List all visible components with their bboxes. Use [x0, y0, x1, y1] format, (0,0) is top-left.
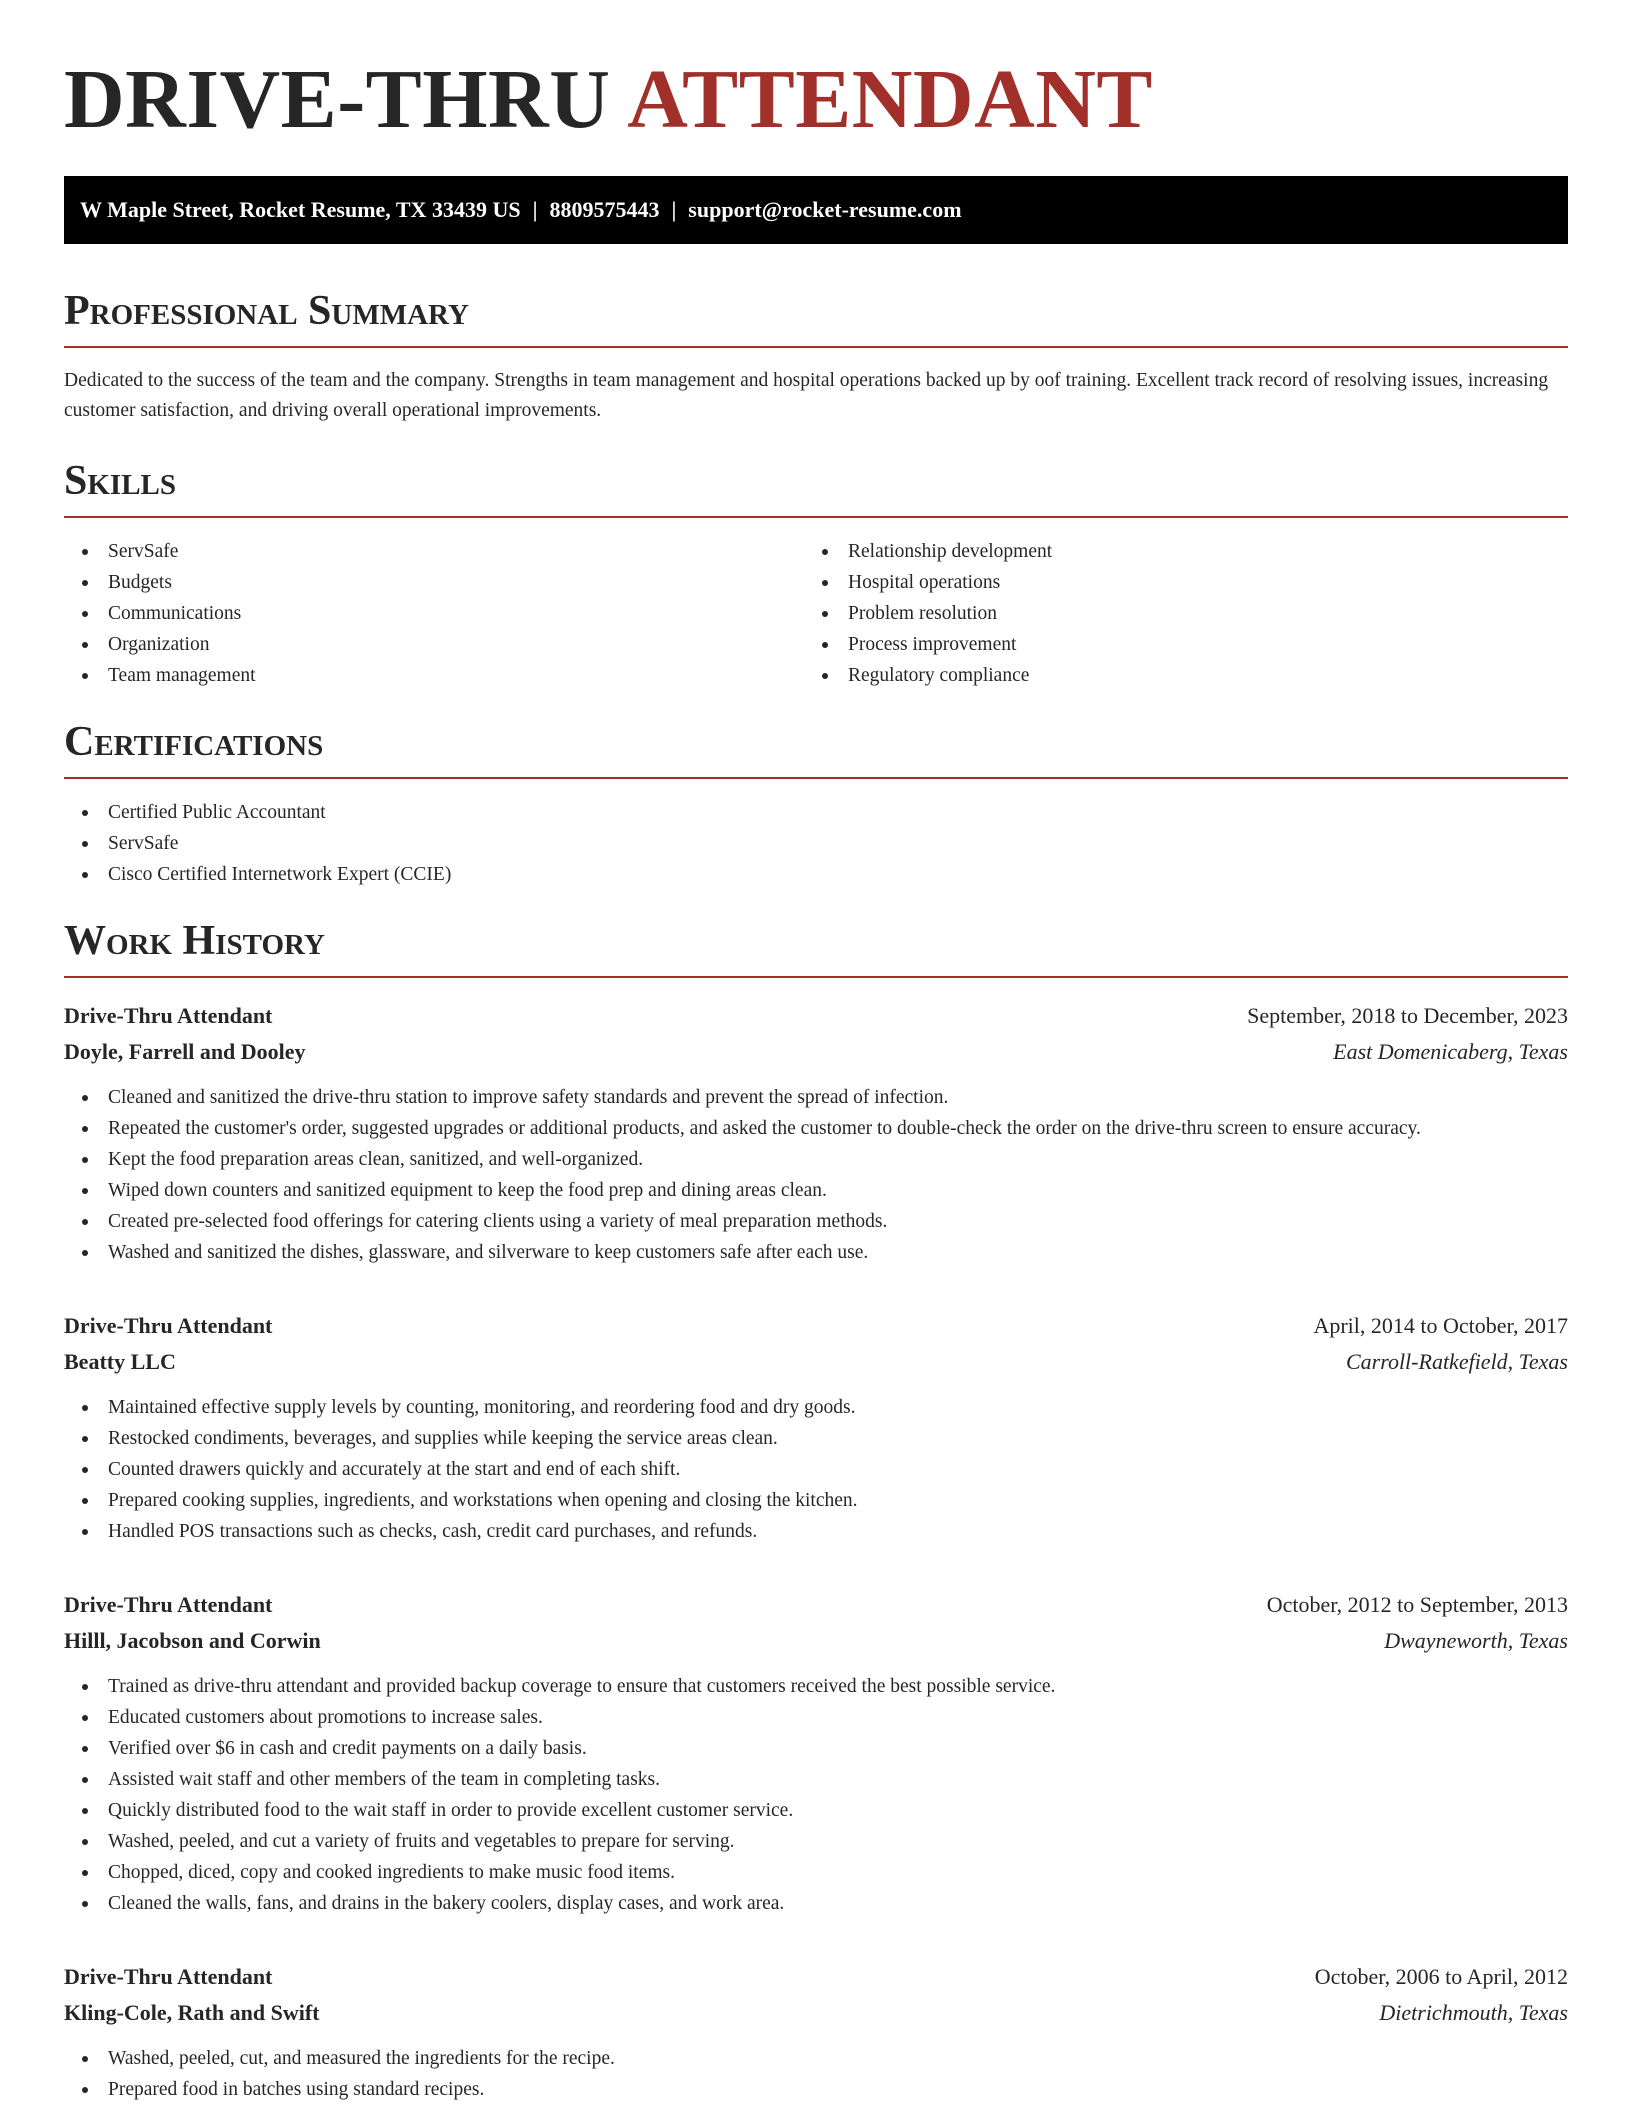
skill-item: ServSafe: [64, 536, 804, 567]
work-history-heading: Work History: [64, 920, 1568, 978]
job-duties-list: [64, 2043, 1568, 2105]
skills-heading: Skills: [64, 460, 1568, 518]
job-entry: [64, 1959, 1568, 2105]
job-duty-item: Verified over $6 in cash and credit payments on a daily basis.: [64, 1733, 1568, 1764]
job-duty-item: Cleaned and sanitized the drive-thru station to improve safety standards and prevent the spread of infection.: [64, 1082, 1568, 1113]
job-dates: April, 2014 to October, 2017: [1313, 1313, 1568, 1338]
job-dates: October, 2012 to September, 2013: [1266, 1592, 1568, 1617]
skills-column-left: [64, 536, 804, 691]
job-header-row: [64, 998, 1568, 1034]
job-duty-item: Trained as drive-thru attendant and provided backup coverage to ensure that customers received the best possible service.: [64, 1671, 1568, 1702]
job-company-row: [64, 1623, 1568, 1659]
job-duty-item: Handled POS transactions such as checks, cash, credit card purchases, and refunds.: [64, 1516, 1568, 1547]
job-header-row: [64, 1959, 1568, 1995]
job-duty-item: Cleaned the walls, fans, and drains in the bakery coolers, display cases, and work area.: [64, 1888, 1568, 1919]
certification-item: Certified Public Accountant: [64, 797, 1568, 828]
job-duty-item: Created pre-selected food offerings for catering clients using a variety of meal preparation methods.: [64, 1206, 1568, 1237]
job-duties-list: [64, 1082, 1568, 1268]
job-duty-item: Counted drawers quickly and accurately at the start and end of each shift.: [64, 1454, 1568, 1485]
job-dates: October, 2006 to April, 2012: [1314, 1964, 1568, 1989]
skill-item: Relationship development: [804, 536, 1544, 567]
job-company-row: [64, 1344, 1568, 1380]
skill-item: Process improvement: [804, 629, 1544, 660]
job-duty-item: Quickly distributed food to the wait staff in order to provide excellent customer service.: [64, 1795, 1568, 1826]
job-duty-item: Washed and sanitized the dishes, glassware, and silverware to keep customers safe after each use.: [64, 1237, 1568, 1268]
job-duty-item: Kept the food preparation areas clean, sanitized, and well-organized.: [64, 1144, 1568, 1175]
job-location: East Domenicaberg, Texas: [1333, 1039, 1568, 1064]
job-duty-item: Prepared cooking supplies, ingredients, and workstations when opening and closing the kitchen.: [64, 1485, 1568, 1516]
contact-separator: |: [532, 197, 538, 222]
job-duty-item: Restocked condiments, beverages, and supplies while keeping the service areas clean.: [64, 1423, 1568, 1454]
contact-email: support@rocket-resume.com: [688, 197, 962, 222]
skill-item: Communications: [64, 598, 804, 629]
contact-phone: 8809575443: [549, 197, 660, 222]
resume-name: [64, 0, 1568, 160]
job-location: Dietrichmouth, Texas: [1379, 2000, 1568, 2025]
job-entry: [64, 1308, 1568, 1547]
job-duty-item: Washed, peeled, cut, and measured the ingredients for the recipe.: [64, 2043, 1568, 2074]
skill-item: Budgets: [64, 567, 804, 598]
skills-grid: [64, 536, 1568, 691]
job-duty-item: Chopped, diced, copy and cooked ingredients to make music food items.: [64, 1857, 1568, 1888]
job-duty-item: Washed, peeled, and cut a variety of fruits and vegetables to prepare for serving.: [64, 1826, 1568, 1857]
skill-item: Problem resolution: [804, 598, 1544, 629]
skill-item: Organization: [64, 629, 804, 660]
skill-item: Hospital operations: [804, 567, 1544, 598]
job-entry: [64, 998, 1568, 1268]
job-company: Beatty LLC: [64, 1349, 176, 1374]
summary-heading: Professional Summary: [64, 290, 1568, 348]
job-title: Drive-Thru Attendant: [64, 1964, 273, 1989]
job-duty-item: Assisted wait staff and other members of the team in completing tasks.: [64, 1764, 1568, 1795]
job-company-row: [64, 1995, 1568, 2031]
summary-text: Dedicated to the success of the team and the company. Strengths in team management and hospital operations backed up by oof training. Excellent track record of resolving issues, increasing customer satisfaction, and driving overall operational improvements.: [64, 370, 1549, 421]
job-company: Hilll, Jacobson and Corwin: [64, 1628, 321, 1653]
job-dates: September, 2018 to December, 2023: [1247, 1003, 1568, 1028]
job-company: Kling-Cole, Rath and Swift: [64, 2000, 320, 2025]
certification-item: ServSafe: [64, 828, 1568, 859]
resume-page: [64, 0, 1568, 2105]
certification-item: Cisco Certified Internetwork Expert (CCIE): [64, 859, 1568, 890]
contact-separator: |: [671, 197, 677, 222]
job-duty-item: Maintained effective supply levels by counting, monitoring, and reordering food and dry goods.: [64, 1392, 1568, 1423]
job-title: Drive-Thru Attendant: [64, 1003, 273, 1028]
job-title: Drive-Thru Attendant: [64, 1313, 273, 1338]
job-duties-list: [64, 1671, 1568, 1919]
job-duty-item: Prepared food in batches using standard recipes.: [64, 2074, 1568, 2105]
job-entry: [64, 1587, 1568, 1919]
certifications-heading: Certifications: [64, 721, 1568, 779]
job-header-row: [64, 1308, 1568, 1344]
skills-column-right: [804, 536, 1544, 691]
name-first-part: DRIVE-THRU: [64, 53, 611, 146]
job-company: Doyle, Farrell and Dooley: [64, 1039, 306, 1064]
job-duty-item: Educated customers about promotions to increase sales.: [64, 1702, 1568, 1733]
job-location: Carroll-Ratkefield, Texas: [1345, 1349, 1568, 1374]
job-duties-list: [64, 1392, 1568, 1547]
skill-item: Regulatory compliance: [804, 660, 1544, 691]
job-company-row: [64, 1034, 1568, 1070]
job-duty-item: Repeated the customer's order, suggested upgrades or additional products, and asked the customer to double-check the order on the drive-thru screen to ensure accuracy.: [64, 1113, 1568, 1144]
contact-address: W Maple Street, Rocket Resume, TX 33439 US: [80, 197, 521, 222]
job-header-row: [64, 1587, 1568, 1623]
certifications-list: [64, 797, 1568, 890]
contact-bar: [64, 176, 1568, 244]
job-location: Dwayneworth, Texas: [1384, 1628, 1568, 1653]
job-duty-item: Wiped down counters and sanitized equipment to keep the food prep and dining areas clean.: [64, 1175, 1568, 1206]
skill-item: Team management: [64, 660, 804, 691]
job-title: Drive-Thru Attendant: [64, 1592, 273, 1617]
name-accent-part: ATTENDANT: [627, 53, 1153, 146]
